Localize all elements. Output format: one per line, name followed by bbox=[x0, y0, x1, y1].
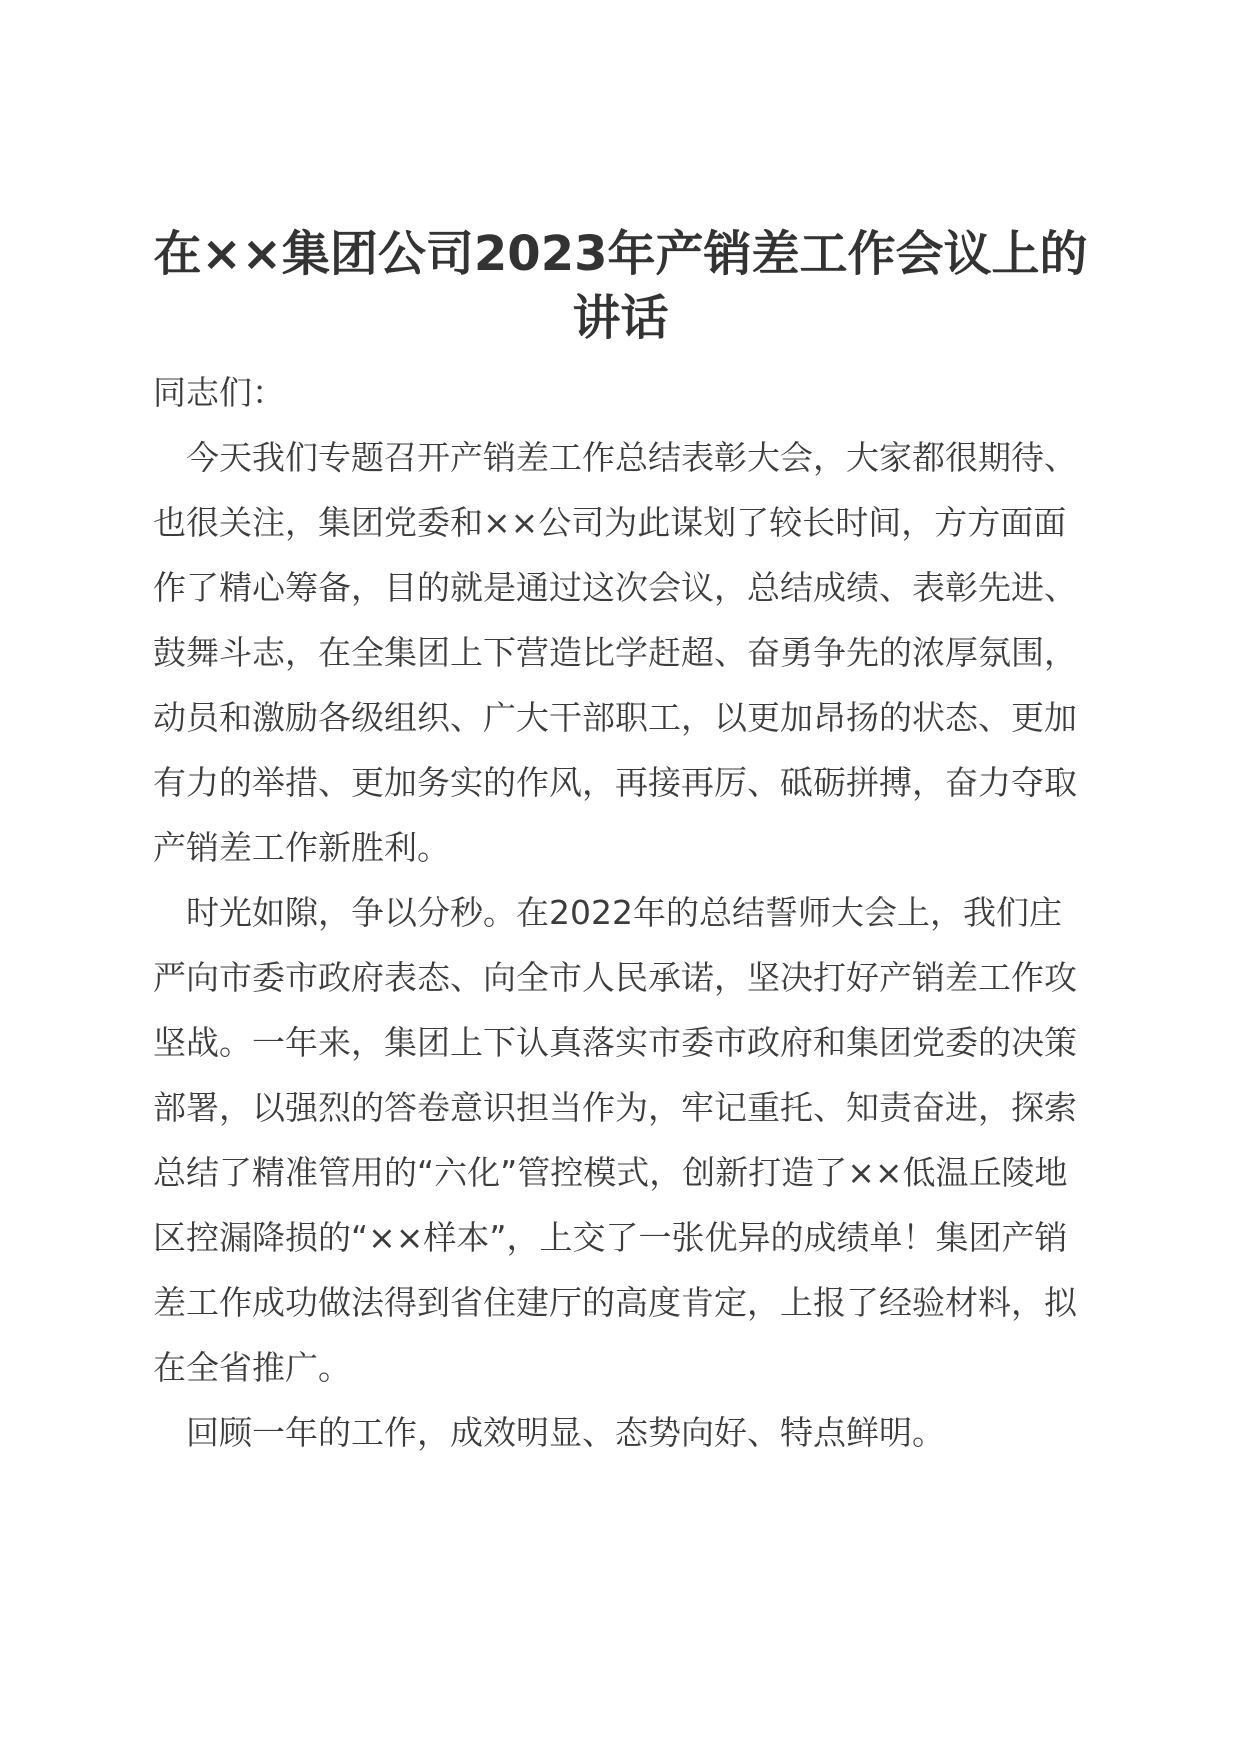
document-title: 在××集团公司2023年产销差工作会议上的讲话 bbox=[153, 226, 1088, 346]
paragraph-review-2022: 时光如隙，争以分秒。在2022年的总结誓师大会上，我们庄严向市委市政府表态、向全市人民承诺，坚决打好产销差工作攻坚战。一年来，集团上下认真落实市委市政府和集团党委的决策部署，以强烈的答卷意识担当作为，牢记重托、知责奋进，探索总结了精准管用的“六化”管控模式，创新打造了××低温丘陵地区控漏降损的“××样本”，上交了一张优异的成绩单！集团产销差工作成功做法得到省住建厅的高度肯定，上报了经验材料，拟在全省推广。 bbox=[153, 893, 1077, 1387]
paragraph-year-summary: 回顾一年的工作，成效明显、态势向好、特点鲜明。 bbox=[186, 1413, 945, 1452]
paragraph-opening: 今天我们专题召开产销差工作总结表彰大会，大家都很期待、也很关注，集团党委和××公司为此谋划了较长时间，方方面面作了精心筹备，目的就是通过这次会议，总结成绩、表彰先进、鼓舞斗志，在全集团上下营造比学赶超、奋勇争先的浓厚氛围，动员和激励各级组织、广大干部职工，以更加昂扬的状态、更加有力的举措、更加务实的作风，再接再厉、砥砺拼搏，奋力夺取产销差工作新胜利。 bbox=[153, 438, 1077, 867]
document-body bbox=[153, 222, 1088, 1465]
salutation: 同志们： bbox=[153, 373, 285, 412]
